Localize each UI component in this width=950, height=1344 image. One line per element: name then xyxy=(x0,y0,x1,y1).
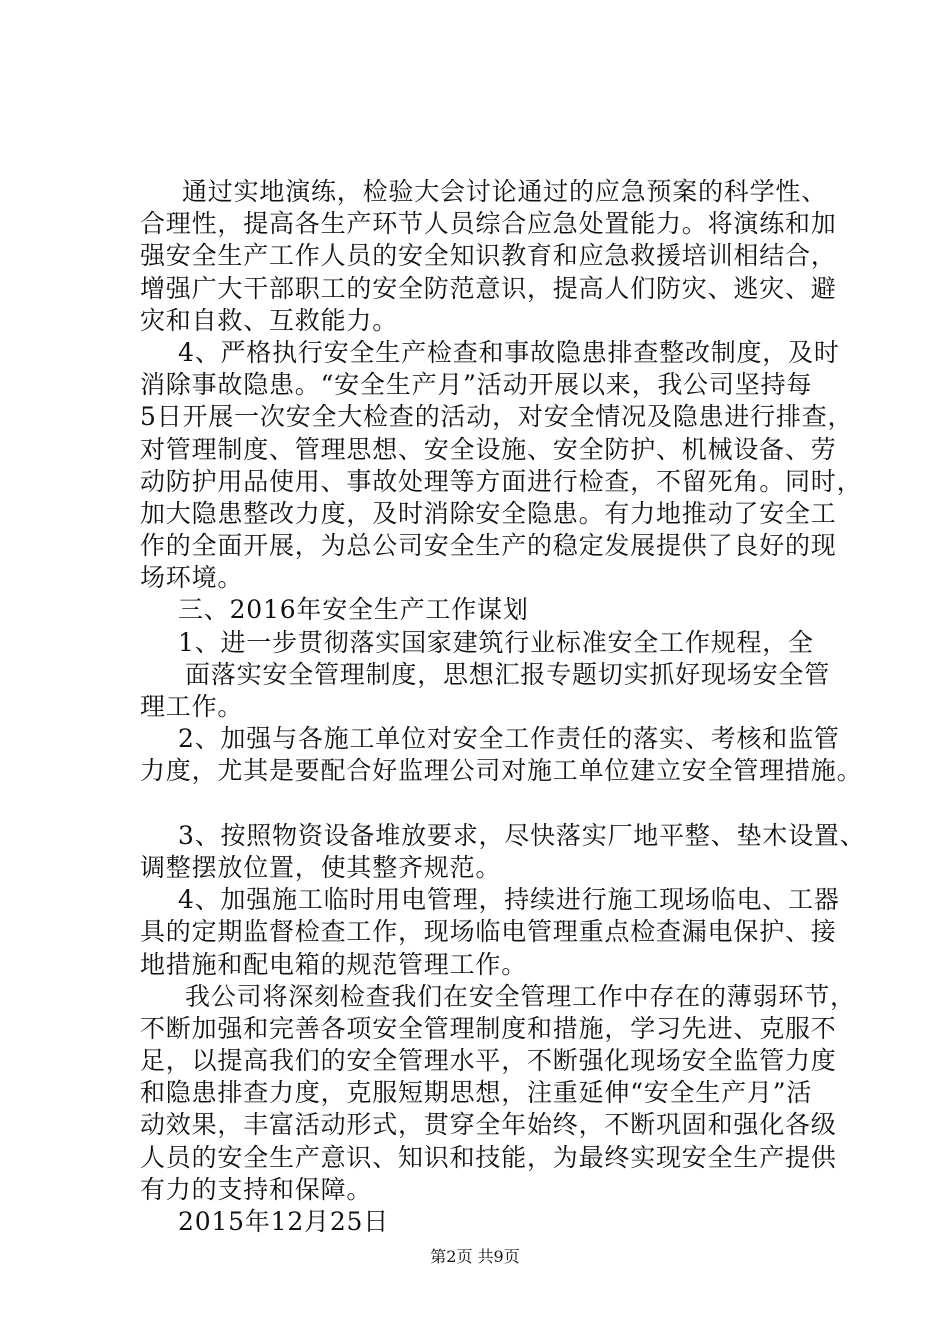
paragraph-line: 合理性，提高各生产环节人员综合应急处置能力。将演练和加 xyxy=(140,209,837,239)
paragraph-line: 和隐患排查力度，克服短期思想，注重延伸“安全生产月”活 xyxy=(140,1078,813,1108)
paragraph-line: 强安全生产工作人员的安全知识教育和应急救援培训相结合， xyxy=(140,241,837,271)
paragraph-line: 理工作。 xyxy=(140,692,244,721)
section-heading: 三、2016年安全生产工作谋划 xyxy=(178,595,529,625)
paragraph-line: 场环境。 xyxy=(140,563,244,593)
paragraph-line: 对管理制度、管理思想、安全设施、安全防护、机械设备、劳 xyxy=(140,434,837,464)
paragraph-line: 不断加强和完善各项安全管理制度和措施，学习先进、克服不 xyxy=(140,1013,837,1043)
paragraph-line: 足，以提高我们的安全管理水平，不断强化现场安全监管力度 xyxy=(140,1046,837,1076)
paragraph-line: 地措施和配电箱的规范管理工作。 xyxy=(140,949,528,979)
paragraph-line: 动防护用品使用、事故处理等方面进行检查，不留死角。同时， xyxy=(140,466,863,496)
paragraph-line: 力度，尤其是要配合好监理公司对施工单位建立安全管理措施。 xyxy=(140,756,863,786)
paragraph-line: 有力的支持和保障。 xyxy=(140,1174,373,1204)
date-line: 2015年12月25日 xyxy=(178,1207,390,1236)
paragraph-line: 动效果，丰富活动形式，贯穿全年始终，不断巩固和强化各级 xyxy=(140,1110,837,1140)
paragraph-line: 加大隐患整改力度，及时消除安全隐患。有力地推动了安全工 xyxy=(140,498,837,528)
paragraph-line: 3、按照物资设备堆放要求，尽快落实厂地平整、垫木设置、 xyxy=(178,820,866,850)
paragraph-line: 1、进一步贯彻落实国家建筑行业标准安全工作规程，全 xyxy=(178,627,814,657)
paragraph-line: 通过实地演练，检验大会讨论通过的应急预案的科学性、 xyxy=(182,177,828,206)
paragraph-line: 作的全面开展，为总公司安全生产的稳定发展提供了良好的现 xyxy=(140,531,837,561)
paragraph-line: 我公司将深刻检查我们在安全管理工作中存在的薄弱环节， xyxy=(185,981,856,1011)
blank-line xyxy=(140,788,830,820)
paragraph-line: 灾和自救、互救能力。 xyxy=(140,305,399,335)
paragraph-line: 5日开展一次安全大检查的活动，对安全情况及隐患进行排查， xyxy=(140,402,854,432)
paragraph-line: 4、严格执行安全生产检查和事故隐患排查整改制度，及时 xyxy=(178,337,840,367)
paragraph-line: 面落实安全管理制度，思想汇报专题切实抓好现场安全管 xyxy=(185,659,831,689)
document-body xyxy=(140,176,866,1238)
page-number-footer: 第2页 共9页 xyxy=(430,1247,520,1266)
paragraph-line: 具的定期监督检查工作，现场临电管理重点检查漏电保护、接 xyxy=(140,917,837,947)
paragraph-line: 4、加强施工临时用电管理，持续进行施工现场临电、工器 xyxy=(178,885,840,915)
paragraph-line: 2、加强与各施工单位对安全工作责任的落实、考核和监管 xyxy=(178,724,840,754)
paragraph-line: 增强广大干部职工的安全防范意识，提高人们防灾、逃灾、避 xyxy=(140,273,837,303)
paragraph-line: 消除事故隐患。“安全生产月”活动开展以来，我公司坚持每 xyxy=(140,370,813,400)
paragraph-line: 人员的安全生产意识、知识和技能，为最终实现安全生产提供 xyxy=(140,1142,837,1172)
paragraph-line: 调整摆放位置，使其整齐规范。 xyxy=(140,852,502,882)
